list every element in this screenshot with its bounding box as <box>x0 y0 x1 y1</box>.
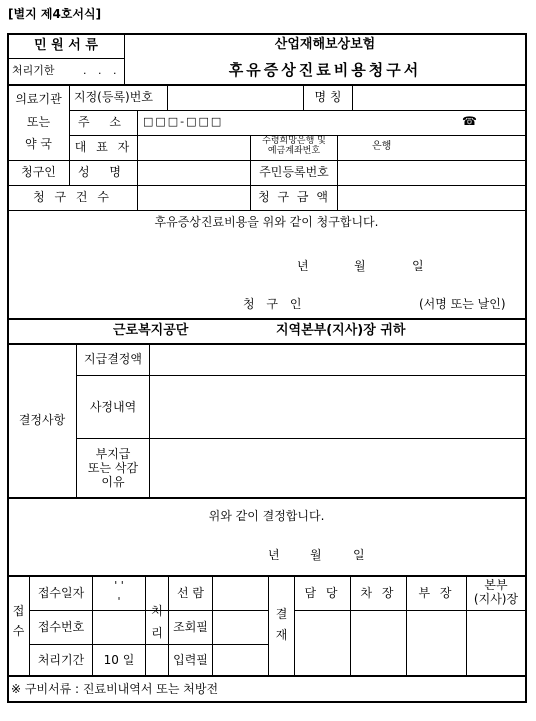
pay-amount-field[interactable] <box>150 345 524 374</box>
receipt-no-field[interactable] <box>93 611 144 643</box>
claimant-label: 청구인 <box>21 165 56 179</box>
receipt-date-label: 접수일자 <box>37 586 85 600</box>
decision-date-month: 월 <box>310 548 322 562</box>
deputy-label: 차 장 <box>360 586 397 600</box>
receipt-label-1: 접 <box>12 604 25 618</box>
representative-label: 대 표 자 <box>74 140 133 154</box>
nonpay-label-3: 이유 <box>101 475 125 489</box>
addressee-org: 근로복지공단 <box>113 323 189 338</box>
claim-date-day: 일 <box>412 259 424 273</box>
period-label: 처리기간 <box>37 653 85 667</box>
claim-date-month: 월 <box>354 259 366 273</box>
sign-note: (서명 또는 날인) <box>419 297 506 311</box>
claimant-sign-label: 청 구 인 <box>243 297 306 311</box>
approval-label-1: 결 <box>275 607 288 621</box>
name-field[interactable] <box>353 86 524 109</box>
check-label: 조회필 <box>173 620 208 634</box>
claim-count-label: 청 구 건 수 <box>33 190 112 204</box>
review-field[interactable] <box>150 376 524 437</box>
claim-date-year: 년 <box>297 259 309 273</box>
name-label: 명 칭 <box>314 90 342 104</box>
receipt-date-value-1[interactable]: ' ' <box>114 579 124 592</box>
bank-label-1: 수령희망은행 및 <box>262 136 326 146</box>
receipt-date-value-2[interactable]: ' <box>117 595 121 608</box>
rrn-field[interactable] <box>338 161 524 184</box>
hq-label-2: (지사)장 <box>473 592 519 606</box>
hq-label-1: 본부 <box>484 578 508 592</box>
reg-no-field[interactable] <box>168 86 302 109</box>
org-title: 산업재해보상보험 <box>274 37 376 52</box>
footer-note: ※ 구비서류 : 진료비내역서 또는 처방전 <box>11 682 219 696</box>
approval-label-2: 재 <box>275 628 288 642</box>
phone-icon: ☎ <box>462 114 477 128</box>
institution-label-3: 약 국 <box>25 137 52 151</box>
addressee-branch: 지역본부(지사)장 귀하 <box>276 323 406 338</box>
decision-date-day: 일 <box>353 548 365 562</box>
institution-label-2: 또는 <box>26 115 51 129</box>
nonpay-label-2: 또는 삭감 <box>87 461 139 475</box>
institution-label-1: 의료기관 <box>15 92 62 106</box>
address-label: 주 소 <box>78 115 129 129</box>
select-label: 선 람 <box>177 586 204 600</box>
decision-statement: 위와 같이 결정합니다. <box>208 509 325 523</box>
process-label-1: 처 <box>151 604 163 618</box>
staff-label: 담 당 <box>304 586 341 600</box>
pay-amount-label: 지급결정액 <box>84 352 142 366</box>
nonpay-label-1: 부지급 <box>95 447 131 461</box>
claim-amount-label: 청 구 금 액 <box>258 190 330 204</box>
receipt-label-2: 수 <box>12 624 25 638</box>
minwon-label: 민 원 서 류 <box>34 38 98 53</box>
form-title: 후유증상진료비용청구서 <box>228 61 422 79</box>
decision-label: 결정사항 <box>18 413 66 427</box>
form-number-label: [별지 제4호서식] <box>8 7 102 21</box>
reg-no-label: 지정(등록)번호 <box>74 90 153 104</box>
input-label: 입력필 <box>173 653 208 667</box>
decision-date-year: 년 <box>268 548 280 562</box>
bank-label-2: 예금계좌번호 <box>267 146 321 156</box>
nonpay-field[interactable] <box>150 439 524 496</box>
address-value[interactable]: □□□-□□□ <box>143 115 224 128</box>
claimant-name-field[interactable] <box>138 161 249 184</box>
claimant-name-label: 성 명 <box>78 165 129 179</box>
period-value: 10 일 <box>103 653 135 667</box>
claim-amount-field[interactable] <box>338 186 524 209</box>
receipt-no-label: 접수번호 <box>37 620 85 634</box>
manager-label: 부 장 <box>418 586 455 600</box>
processing-period-value: . . . <box>83 64 121 77</box>
review-label: 사정내역 <box>89 400 137 414</box>
claim-count-field[interactable] <box>138 186 249 209</box>
claim-statement: 후유증상진료비용을 위와 같이 청구합니다. <box>154 215 379 229</box>
process-label-2: 리 <box>151 626 163 640</box>
processing-period-label: 처리기한 <box>12 64 55 77</box>
bank-value[interactable]: 은행 <box>372 141 392 152</box>
representative-field[interactable] <box>138 136 249 159</box>
rrn-label: 주민등록번호 <box>259 165 329 179</box>
